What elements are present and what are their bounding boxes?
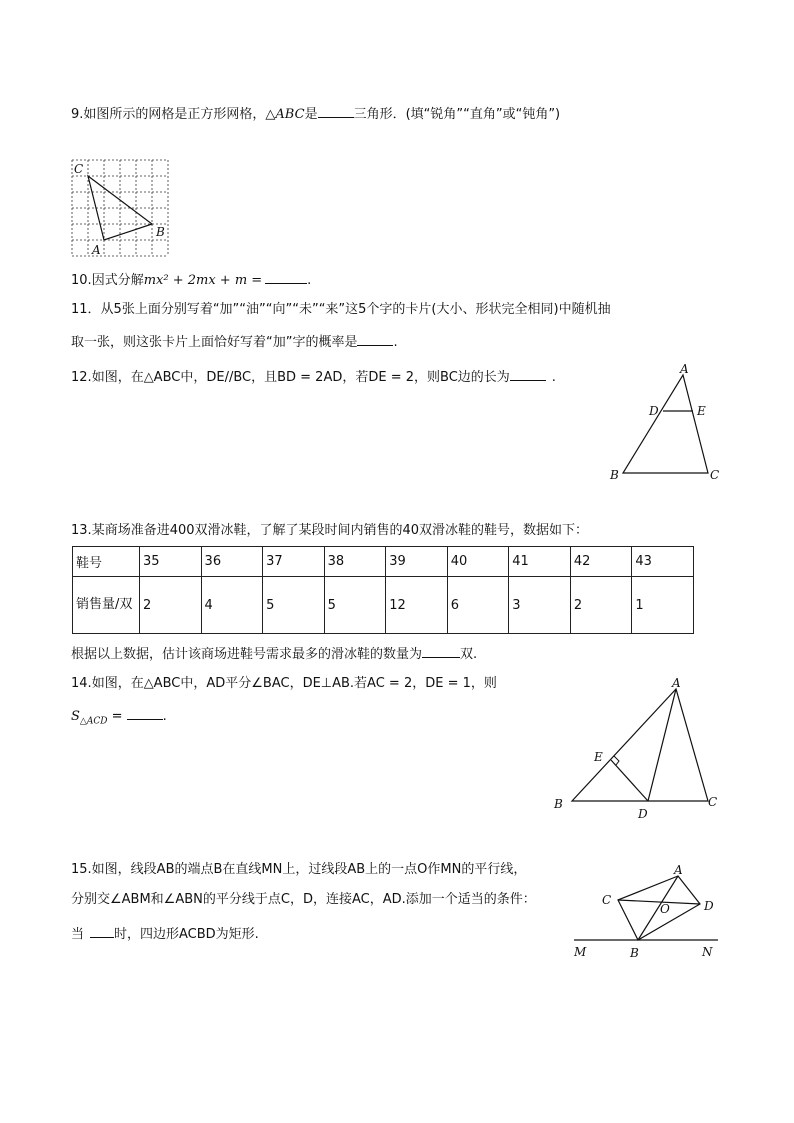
q15-label-c: C <box>602 893 612 907</box>
question-9-text <box>71 103 560 124</box>
q12-triangle-figure <box>606 360 730 486</box>
table-cell: 2 <box>140 577 202 634</box>
question-14-text <box>71 675 497 693</box>
q9-text-c: 三角形．(填“锐角”“直角”或“钝角”) <box>353 107 561 122</box>
q14-label-d: D <box>638 807 648 821</box>
question-15-line2: 分别交∠ABM和∠ABN的平分线于点C，D，连接AC，AD.添加一个适当的条件： <box>71 892 536 907</box>
q14-triangle-abc <box>572 689 708 801</box>
q13-answer-blank[interactable] <box>422 643 460 658</box>
q15-segment-cd <box>618 900 700 904</box>
q10-text-a: 因式分解 <box>91 273 144 288</box>
q13-number: 13. <box>71 523 92 538</box>
q14-label-a: A <box>672 676 681 690</box>
question-11-line1: 11．从5张上面分别写着“加”“油”“向”“未”“来”这5个字的卡片(大小、形状完全相同)中随机抽 <box>71 302 611 317</box>
q11-line2-text: 取一张，则这张卡片上面恰好写着“加”字的概率是 <box>71 335 358 350</box>
table-cell: 40 <box>447 547 509 577</box>
q14-label-e: E <box>594 750 603 764</box>
q12-end: . <box>551 370 556 385</box>
q9-text-b: 是 <box>304 107 318 122</box>
table-cell: 35 <box>140 547 202 577</box>
q13-text: 某商场准备进400双滑冰鞋，了解了某段时间内销售的40双滑冰鞋的鞋号，数据如下： <box>91 523 589 538</box>
q15-label-d: D <box>704 899 714 913</box>
question-10-text <box>71 269 311 290</box>
table-cell: 12 <box>386 577 448 634</box>
q15-answer-blank[interactable] <box>90 923 114 938</box>
q12-label-b: B <box>610 468 619 482</box>
q9-triangle: △ABC <box>265 107 305 122</box>
q9-label-a: A <box>92 243 101 257</box>
q14-area-sub: △ACD <box>79 716 108 727</box>
table-cell: 36 <box>201 547 263 577</box>
table-cell: 38 <box>324 547 386 577</box>
question-13-text <box>71 522 588 540</box>
q13-after-text: 根据以上数据，估计该商场进鞋号需求最多的滑冰鞋的数量为 <box>71 647 423 662</box>
q9-label-b: B <box>156 225 165 239</box>
q15-figure <box>566 858 722 964</box>
q15-label-a: A <box>674 863 683 877</box>
q14-end: . <box>162 709 167 724</box>
table-cell: 6 <box>447 577 509 634</box>
q14-segment-de <box>611 760 648 801</box>
table-cell: 1 <box>632 577 694 634</box>
q14-answer-blank[interactable] <box>127 705 163 720</box>
q12-text: 如图，在△ABC中，DE//BC，且BD = 2AD，若DE = 2，则BC边的长为 <box>91 370 510 385</box>
question-13-after <box>71 643 477 664</box>
q15-label-m: M <box>574 945 587 959</box>
q12-label-e: E <box>697 404 706 418</box>
q15-label-n: N <box>702 945 713 959</box>
table-cell: 41 <box>509 547 571 577</box>
q12-triangle-abc <box>623 375 708 473</box>
q14-label-c: C <box>708 795 718 809</box>
q9-grid-figure <box>70 158 174 258</box>
table-cell: 2 <box>570 577 632 634</box>
question-15-line3 <box>71 923 259 944</box>
table-row-counts <box>73 577 694 634</box>
q14-number: 14. <box>71 676 92 691</box>
q11-end: . <box>393 335 398 350</box>
q14-text: 如图，在△ABC中，AD平分∠BAC，DE⊥AB.若AC = 2，DE = 1，则 <box>91 676 497 691</box>
q15-label-o: O <box>660 902 670 916</box>
question-11-line2 <box>71 331 398 352</box>
q14-area-s: S <box>71 709 80 724</box>
q15-segment-ab <box>638 876 678 940</box>
table-header-size: 鞋号 <box>73 547 140 577</box>
q11-answer-blank[interactable] <box>357 331 393 346</box>
q9-text-a: 如图所示的网格是正方形网格， <box>83 107 266 122</box>
table-cell: 3 <box>509 577 571 634</box>
q12-label-d: D <box>649 404 659 418</box>
q9-grid <box>72 160 168 256</box>
table-cell: 42 <box>570 547 632 577</box>
q12-label-c: C <box>710 468 720 482</box>
q12-answer-blank[interactable] <box>510 366 546 381</box>
question-14-line2 <box>71 705 167 731</box>
q15-label-b: B <box>630 946 639 960</box>
table-row-sizes <box>73 547 694 577</box>
q10-expression: mx² + 2mx + m = <box>143 273 263 288</box>
q12-number: 12. <box>71 370 92 385</box>
q14-triangle-figure <box>548 672 728 824</box>
table-cell: 43 <box>632 547 694 577</box>
table-cell: 5 <box>324 577 386 634</box>
question-12-text <box>71 366 556 387</box>
q13-after-end: 双. <box>460 647 478 662</box>
question-15-line1: 15.如图，线段AB的端点B在直线MN上，过线段AB上的一点O作MN的平行线， <box>71 862 527 877</box>
q12-label-a: A <box>680 362 689 376</box>
q14-segment-ad <box>648 689 676 801</box>
q15-line3-a: 当 <box>71 927 85 942</box>
q9-number: 9. <box>71 107 84 122</box>
q15-line3-b: 时，四边形ACBD为矩形. <box>114 927 259 942</box>
q10-end: . <box>307 273 312 288</box>
table-cell: 4 <box>201 577 263 634</box>
table-cell: 5 <box>263 577 325 634</box>
q9-label-c: C <box>74 162 84 176</box>
q14-label-b: B <box>554 797 563 811</box>
q14-equals: = <box>111 709 123 724</box>
table-cell: 37 <box>263 547 325 577</box>
q10-number: 10. <box>71 273 92 288</box>
table-cell: 39 <box>386 547 448 577</box>
q10-answer-blank[interactable] <box>265 269 307 284</box>
table-header-sales: 销售量/双 <box>73 577 140 634</box>
q15-quad-acbd <box>618 876 700 940</box>
q9-answer-blank[interactable] <box>318 103 354 118</box>
shoe-size-table <box>72 546 694 634</box>
